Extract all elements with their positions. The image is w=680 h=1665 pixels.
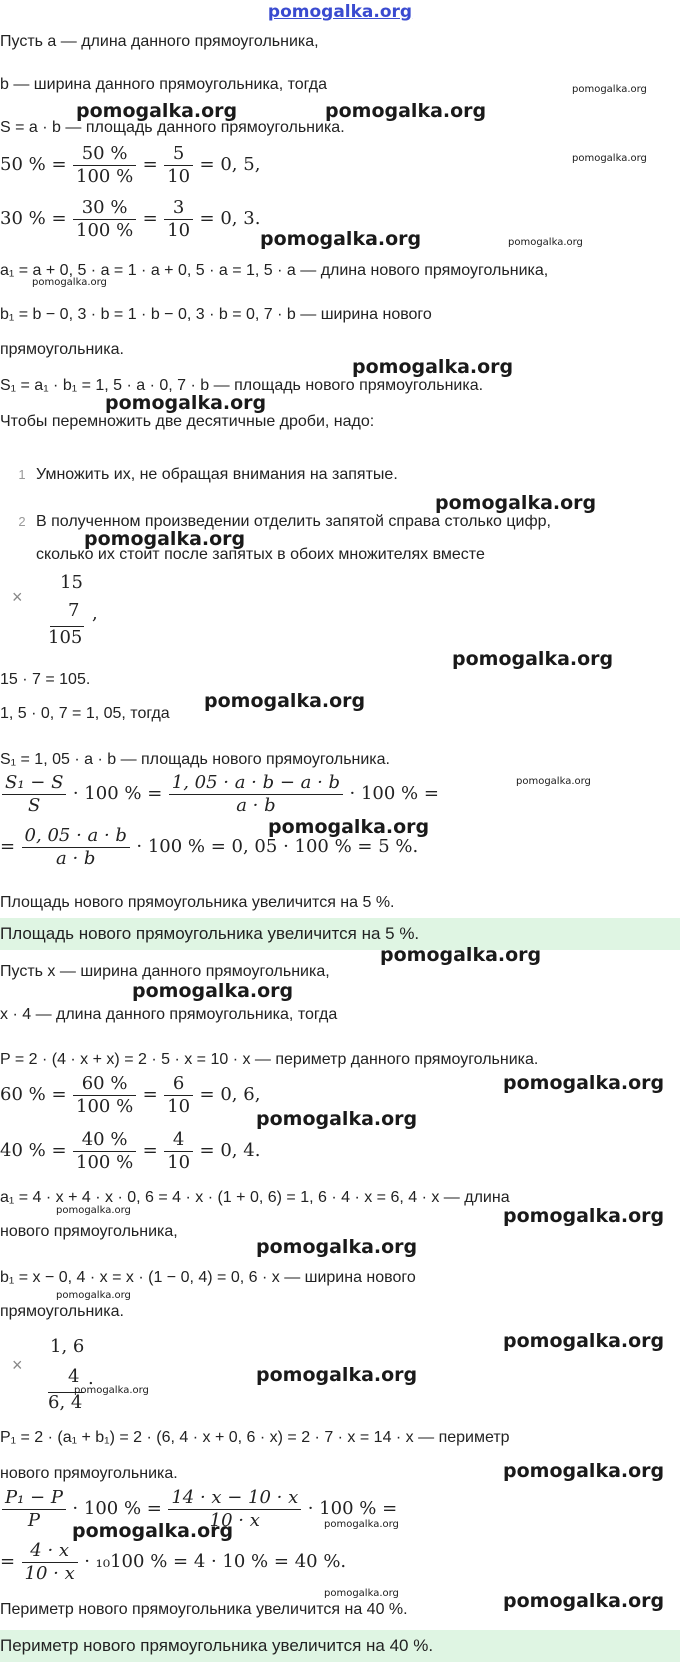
site-watermark-top[interactable]: pomogalka.org	[267, 2, 413, 22]
watermark: pomogalka.org	[56, 1290, 131, 1301]
watermark: pomogalka.org	[325, 100, 487, 122]
watermark: pomogalka.org	[508, 237, 583, 248]
watermark: pomogalka.org	[572, 84, 647, 95]
task1-answer: Площадь нового прямоугольника увеличится на 5 %.	[0, 924, 420, 943]
task2-line-3: P = 2 · (4 · x + x) = 2 · 5 · x = 10 · x — периметр данного прямоугольника.	[0, 1051, 539, 1068]
watermark: pomogalka.org	[503, 1460, 665, 1482]
task2-line-p1: P₁ = 2 · (a₁ + b₁) = 2 · (6, 4 · x + 0, 6 · x) = 2 · 7 · x = 14 · x — периметр	[0, 1429, 510, 1446]
task1-line-rule-intro: Чтобы перемножить две десятичные дроби, надо:	[0, 413, 375, 430]
task1-line-b1: b₁ = b − 0, 3 · b = 1 · b − 0, 3 · b = 0, 7 · b — ширина нового	[0, 306, 432, 323]
watermark: pomogalka.org	[324, 1588, 399, 1599]
task2-line-a1: a₁ = 4 · x + 4 · x · 0, 6 = 4 · x · (1 + 0, 6) = 1, 6 · 4 · x = 6, 4 · x — длина	[0, 1189, 510, 1206]
watermark: pomogalka.org	[435, 492, 597, 514]
task2-percent-calc: $\frac{\text{P₁ − P}}{P}$ · 100 % = $\frac{14 \cdot x - 10 \cdot x}{10 \cdot x}$ · 100 % =	[0, 1485, 397, 1534]
task1-percent-result: = $\frac{0, 05 \cdot a \cdot b}{a \cdot b}$ · 100 % = 0, 05 · 100 % = 5 %.	[0, 825, 419, 870]
rule-item-2: 2 В полученном произведении отделить запятой справа столько цифр,	[18, 513, 551, 530]
task1-line-15x7: 15 · 7 = 105.	[0, 671, 91, 688]
task1-fraction-50: 50 % = $\frac{50 \%}{100 \%}$ = $\frac{5}{10}$ = 0, 5,	[0, 143, 261, 188]
task1-line-s1-new: S₁ = 1, 05 · a · b — площадь нового прямоугольника.	[0, 751, 390, 768]
watermark: pomogalka.org	[324, 1519, 399, 1530]
watermark: pomogalka.org	[268, 816, 430, 838]
watermark: pomogalka.org	[572, 153, 647, 164]
watermark: pomogalka.org	[380, 944, 542, 966]
watermark: pomogalka.org	[56, 1205, 131, 1216]
task1-line-2: b — ширина данного прямоугольника, тогда	[0, 76, 327, 93]
task1-line-s1: S₁ = a₁ · b₁ = 1, 5 · a · 0, 7 · b — площадь нового прямоугольника.	[0, 377, 484, 394]
watermark: pomogalka.org	[503, 1330, 665, 1352]
task1-percent-calc: $\frac{\text{S₁ − S}}{S}$ · 100 % = $\frac{1, 05 \cdot a \cdot b - a \cdot b}{a \cdot b}$ · 100 % =	[0, 770, 439, 819]
rule-item-2-cont: сколько их стоит после запятых в обоих множителях вместе	[36, 546, 485, 563]
watermark: pomogalka.org	[256, 1236, 418, 1258]
watermark: pomogalka.org	[352, 356, 514, 378]
task1-fraction-30: 30 % = $\frac{30 \%}{100 \%}$ = $\frac{3}{10}$ = 0, 3.	[0, 197, 261, 242]
task2-line-rect2: прямоугольника.	[0, 1303, 124, 1320]
watermark: pomogalka.org	[72, 1520, 234, 1542]
task2-line-rect: нового прямоугольника,	[0, 1223, 178, 1240]
watermark: pomogalka.org	[256, 1364, 418, 1386]
task2-conclusion: Периметр нового прямоугольника увеличится на 40 %.	[0, 1601, 408, 1618]
watermark: pomogalka.org	[260, 228, 422, 250]
watermark: pomogalka.org	[503, 1072, 665, 1094]
task2-line-2: x · 4 — длина данного прямоугольника, тогда	[0, 1006, 338, 1023]
task1-line-1: Пусть a — длина данного прямоугольника,	[0, 33, 319, 50]
watermark: pomogalka.org	[132, 980, 294, 1002]
watermark: pomogalka.org	[204, 690, 366, 712]
task2-fraction-60: 60 % = $\frac{60 \%}{100 \%}$ = $\frac{6}{10}$ = 0, 6,	[0, 1073, 261, 1118]
task1-conclusion: Площадь нового прямоугольника увеличится на 5 %.	[0, 894, 395, 911]
task1-line-rect: прямоугольника.	[0, 341, 124, 358]
watermark: pomogalka.org	[84, 528, 246, 550]
task2-answer: Периметр нового прямоугольника увеличится на 40 %.	[0, 1636, 434, 1655]
watermark: pomogalka.org	[452, 648, 614, 670]
task2-percent-result: = $\frac{4 \cdot x}{10 \cdot x}$ · ₁₀100 % = 4 · 10 % = 40 %.	[0, 1540, 347, 1585]
watermark: pomogalka.org	[105, 392, 267, 414]
watermark: pomogalka.org	[503, 1590, 665, 1612]
watermark: pomogalka.org	[503, 1205, 665, 1227]
watermark: pomogalka.org	[74, 1385, 149, 1396]
task2-line-b1: b₁ = x − 0, 4 · x = x · (1 − 0, 4) = 0, 6 · x — ширина нового	[0, 1269, 416, 1286]
watermark: pomogalka.org	[76, 100, 238, 122]
task1-line-3: S = a · b — площадь данного прямоугольника.	[0, 119, 345, 136]
watermark: pomogalka.org	[516, 776, 591, 787]
watermark: pomogalka.org	[256, 1108, 418, 1130]
task2-line-1: Пусть x — ширина данного прямоугольника,	[0, 963, 330, 980]
task1-line-a1: a₁ = a + 0, 5 · a = 1 · a + 0, 5 · a = 1, 5 · a — длина нового прямоугольника,	[0, 262, 549, 279]
task2-fraction-40: 40 % = $\frac{40 \%}{100 \%}$ = $\frac{4}{10}$ = 0, 4.	[0, 1129, 261, 1174]
rule-item-1: 1 Умножить их, не обращая внимания на запятые.	[18, 466, 398, 483]
task1-line-product: 1, 5 · 0, 7 = 1, 05, тогда	[0, 705, 170, 722]
task2-line-rect3: нового прямоугольника.	[0, 1465, 178, 1482]
watermark: pomogalka.org	[32, 277, 107, 288]
